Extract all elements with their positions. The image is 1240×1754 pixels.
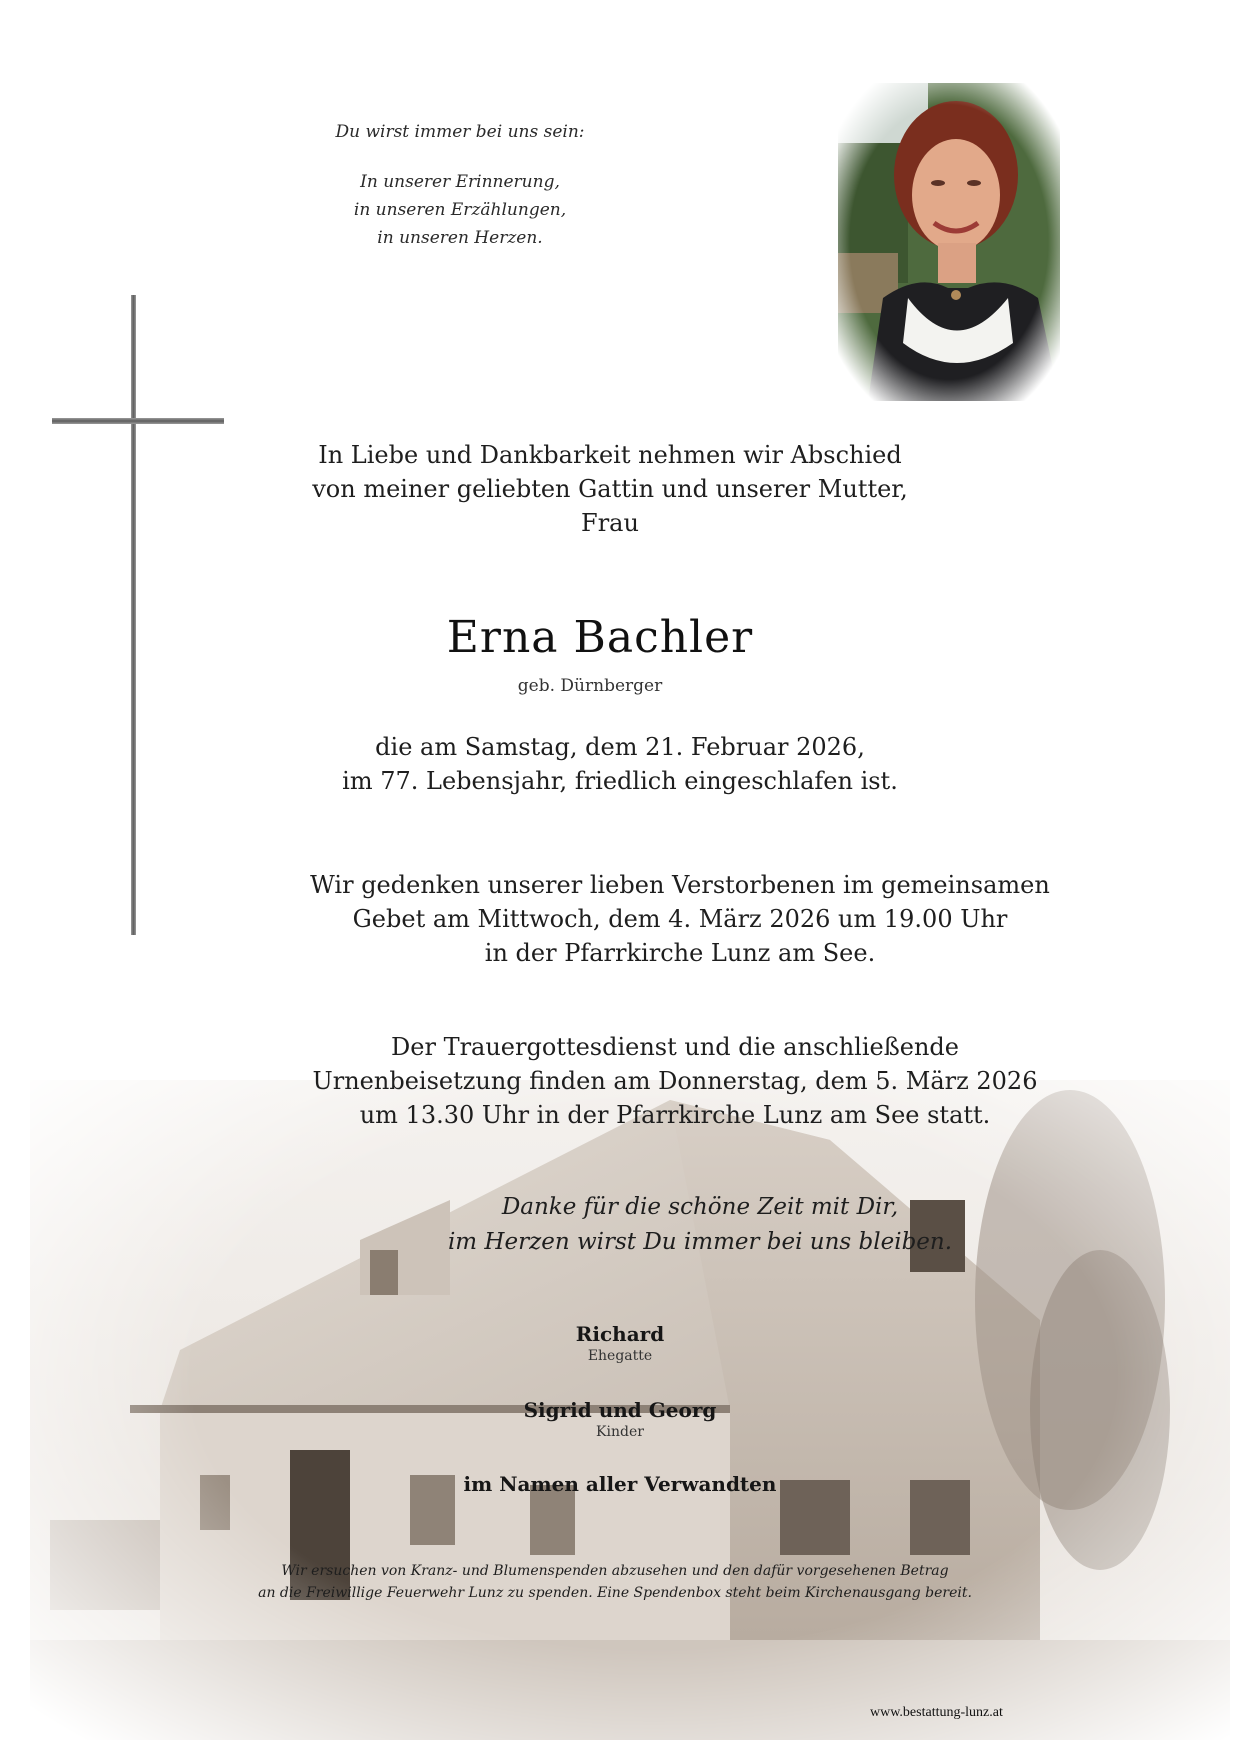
funeral-service-notice — [290, 1030, 1060, 1132]
donation-line: Wir ersuchen von Kranz- und Blumenspenden abzusehen und den dafür vorgesehenen Betrag — [281, 1563, 949, 1579]
thanks-message — [380, 1190, 1020, 1260]
poem-line: in unseren Herzen. — [377, 228, 543, 248]
cross-crossbar — [52, 418, 224, 424]
poem-line: In unserer Erinnerung, — [360, 172, 560, 192]
mourner-name: Sigrid und Georg — [523, 1398, 717, 1422]
deceased-birth-name: geb. Dürnberger — [517, 676, 663, 696]
service-line: um 13.30 Uhr in der Pfarrkirche Lunz am See statt. — [359, 1101, 991, 1129]
mourner-relation: Kinder — [596, 1424, 644, 1440]
mourner-name: Richard — [575, 1322, 665, 1346]
intro-line: In Liebe und Dankbarkeit nehmen wir Abschied — [318, 441, 902, 469]
thanks-line: Danke für die schöne Zeit mit Dir, — [501, 1194, 899, 1220]
poem-line: in unseren Erzählungen, — [353, 200, 567, 220]
latin-cross-icon — [131, 295, 136, 935]
donation-request — [150, 1560, 1080, 1604]
intro-line: Frau — [581, 509, 639, 537]
portrait-photo — [838, 83, 1060, 401]
farewell-intro — [280, 438, 940, 540]
relatives-line: im Namen aller Verwandten — [463, 1472, 777, 1496]
prayer-notice — [300, 868, 1060, 970]
mourner — [480, 1322, 760, 1364]
intro-line: von meiner geliebten Gattin und unserer Mutter, — [312, 475, 908, 503]
prayer-line: Gebet am Mittwoch, dem 4. März 2026 um 19.00 Uhr — [352, 905, 1008, 933]
donation-line: an die Freiwillige Feuerwehr Lunz zu spenden. Eine Spendenbox steht beim Kirchenausgang bereit. — [258, 1585, 972, 1601]
memorial-poem — [300, 118, 620, 252]
service-line: Urnenbeisetzung finden am Donnerstag, dem 5. März 2026 — [312, 1067, 1038, 1095]
mourner-relation: Ehegatte — [587, 1348, 653, 1364]
poem-line: Du wirst immer bei uns sein: — [335, 122, 585, 142]
deceased-name: Erna Bachler — [446, 612, 754, 663]
service-line: Der Trauergottesdienst und die anschließende — [391, 1033, 959, 1061]
death-line: die am Samstag, dem 21. Februar 2026, — [375, 733, 865, 761]
thanks-line: im Herzen wirst Du immer bei uns bleiben. — [447, 1229, 953, 1255]
funeral-home-website: www.bestattung-lunz.at — [870, 1705, 1003, 1720]
prayer-line: Wir gedenken unserer lieben Verstorbenen im gemeinsamen — [310, 871, 1050, 899]
prayer-line: in der Pfarrkirche Lunz am See. — [484, 939, 876, 967]
death-notice — [300, 730, 940, 798]
mourner — [460, 1398, 780, 1440]
death-line: im 77. Lebensjahr, friedlich eingeschlafen ist. — [342, 767, 898, 795]
